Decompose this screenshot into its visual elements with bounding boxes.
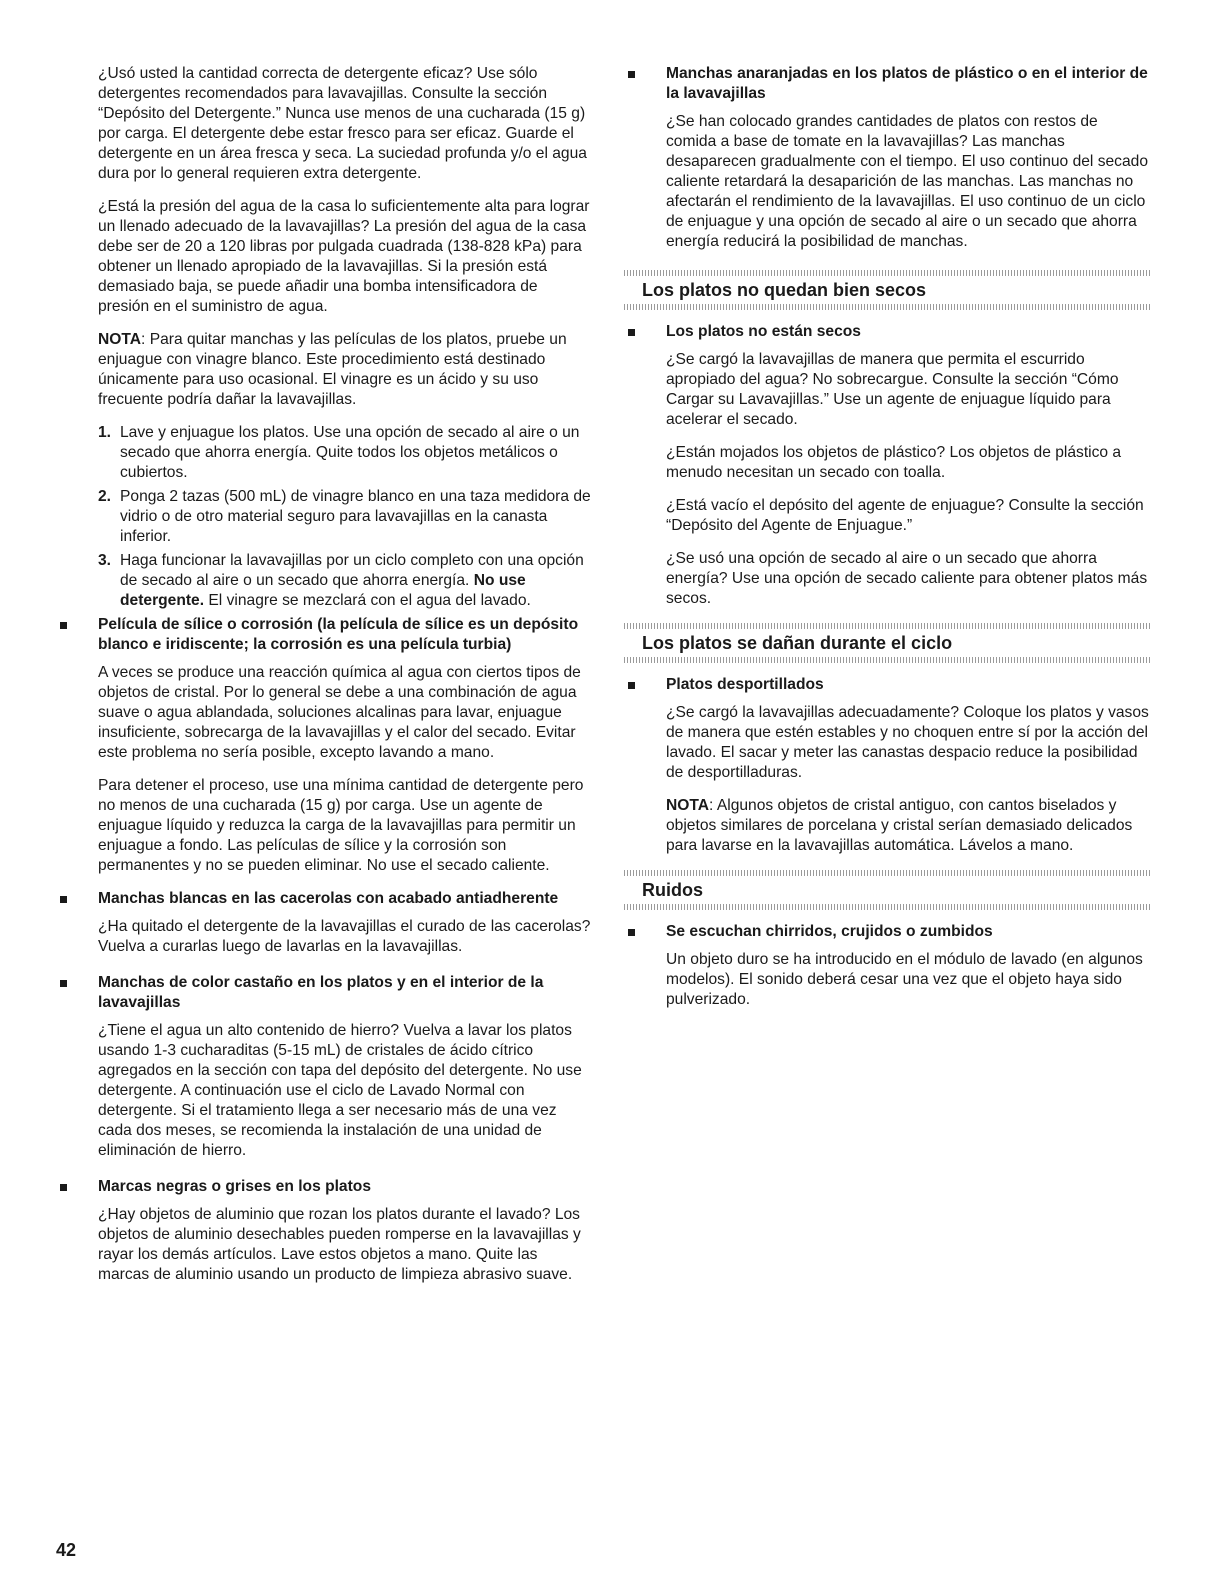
bullet-paragraph: ¿Están mojados los objetos de plástico? Los objetos de plástico a menudo necesitan un secado con toalla.	[666, 444, 1122, 481]
step-text-bold: No use detergente.	[120, 572, 526, 609]
step-text-part: Haga funcionar la lavavajillas por un ciclo completo con una opción de secado al aire o un secado que ahorra energía.	[120, 552, 584, 589]
note-text: : Algunos objetos de cristal antiguo, con cantos biselados y objetos similares de porcelana y cristal serían demasiado delicados para lavarse en la lavavajillas automática. Lávelos a mano.	[666, 797, 1133, 854]
step-number: 1.	[98, 424, 112, 441]
black-marks-bullet	[56, 1177, 592, 1197]
step-item	[98, 423, 592, 483]
not-dry-bullet	[624, 322, 1152, 342]
bullet-square-icon	[624, 675, 666, 695]
bullet-square-icon	[56, 889, 98, 909]
note-text: : Para quitar manchas y las películas de los platos, pruebe un enjuague con vinagre blanco. Este procedimiento está destinado únicamente para uso ocasional. El vinagre es un ácido y su uso frecuente podría dañar la lavavajillas.	[98, 331, 567, 408]
bullet-square-icon	[56, 615, 98, 635]
bullet-paragraph: ¿Se han colocado grandes cantidades de platos con restos de comida a base de tomate en la lavavajillas? Las manchas desaparecen gradualmente con el tiempo. El uso continuo del secado caliente retardará la desaparición de las manchas. Las manchas no afectarán el rendimiento de la lavavajillas. El uso continuo de un ciclo de enjuague y una opción de secado al aire o un secado que ahorra energía reducirá la posibilidad de manchas.	[666, 113, 1148, 250]
bullet-heading: Se escuchan chirridos, crujidos o zumbidos	[666, 923, 993, 940]
section-divider	[624, 304, 1152, 310]
bullet-heading: Película de sílice o corrosión (la película de sílice es un depósito blanco e iridiscente; la corrosión es una película turbia)	[98, 616, 579, 653]
step-text-part: El vinagre se mezclará con el agua del lavado.	[204, 592, 531, 609]
bullet-paragraph: Un objeto duro se ha introducido en el módulo de lavado (en algunos modelos). El sonido deberá cesar una vez que el objeto haya sido pulverizado.	[666, 951, 1143, 1008]
chipped-dishes-bullet	[624, 675, 1152, 695]
brown-stains-bullet	[56, 973, 592, 1013]
bullet-heading: Manchas de color castaño en los platos y en el interior de la lavavajillas	[98, 974, 544, 1011]
step-text: Lave y enjuague los platos. Use una opción de secado al aire o un secado que ahorra energía. Quite todos los objetos metálicos o cubiertos.	[120, 424, 580, 481]
step-number: 3.	[98, 552, 112, 569]
page-number: 42	[56, 1540, 77, 1560]
bullet-heading: Los platos no están secos	[666, 323, 861, 340]
bullet-square-icon	[56, 1177, 98, 1197]
bullet-paragraph: ¿Se cargó la lavavajillas adecuadamente? Coloque los platos y vasos de manera que estén estables y no choquen entre sí por la acción del lavado. El sacar y meter las canastas despacio reduce la posibilidad de desportilladuras.	[666, 704, 1149, 781]
white-spots-bullet	[56, 889, 592, 909]
vinegar-steps-list	[98, 423, 592, 611]
bullet-square-icon	[624, 322, 666, 342]
chipped-note	[624, 796, 1152, 856]
step-text	[120, 551, 592, 611]
bullet-heading: Platos desportillados	[666, 676, 824, 693]
bullet-heading: Manchas blancas en las cacerolas con acabado antiadherente	[98, 890, 559, 907]
silica-film-bullet	[56, 615, 592, 655]
bullet-paragraph: ¿Tiene el agua un alto contenido de hierro? Vuelva a lavar los platos usando 1-3 cucharaditas (5-15 mL) de cristales de ácido cítrico agregados en la sección con tapa del depósito del detergente. No use detergente. A continuación use el ciclo de Lavado Normal con detergente. Si el tratamiento llega a ser necesario más de una vez cada dos meses, se recomienda la instalación de una unidad de eliminación de hierro.	[98, 1022, 582, 1159]
left-column	[56, 64, 592, 1298]
section-heading-noises	[624, 870, 1152, 910]
section-title: Ruidos	[642, 880, 703, 900]
section-heading-not-dry	[624, 270, 1152, 310]
noises-bullet	[624, 922, 1152, 942]
orange-stains-bullet	[624, 64, 1152, 104]
water-pressure-paragraph: ¿Está la presión del agua de la casa lo suficientemente alta para lograr un llenado adecuado de la lavavajillas? La presión del agua de la casa debe ser de 20 a 120 libras por pulgada cuadrada (138-828 kPa) para obtener un llenado apropiado de la lavavajillas. Si la presión está demasiado baja, se puede añadir una bomba intensificadora de presión en el suministro de agua.	[98, 198, 590, 315]
vinegar-note	[56, 330, 592, 410]
bullet-paragraph: ¿Ha quitado el detergente de la lavavajillas el curado de las cacerolas? Vuelva a curarlas luego de lavarlas en la lavavajillas.	[98, 918, 591, 955]
section-divider	[624, 657, 1152, 663]
note-label: NOTA	[666, 797, 710, 814]
step-item	[98, 551, 592, 611]
section-title: Los platos no quedan bien secos	[642, 280, 927, 300]
section-title: Los platos se dañan durante el ciclo	[642, 633, 953, 653]
bullet-square-icon	[56, 973, 98, 993]
step-number: 2.	[98, 488, 112, 505]
bullet-paragraph: A veces se produce una reacción química al agua con ciertos tipos de objetos de cristal. Por lo general se debe a una combinación de agua suave o agua ablandada, soluciones alcalinas para lavar, enjuague insuficiente, sobrecarga de la lavavajillas y el calor del secado. Evitar este problema no sería posible, excepto lavando a mano.	[98, 664, 581, 761]
right-column	[624, 64, 1152, 1023]
bullet-heading: Manchas anaranjadas en los platos de plástico o en el interior de la lavavajillas	[666, 65, 1148, 102]
bullet-square-icon	[624, 64, 666, 84]
bullet-heading: Marcas negras o grises en los platos	[98, 1178, 371, 1195]
bullet-paragraph: ¿Se cargó la lavavajillas de manera que permita el escurrido apropiado del agua? No sobrecargue. Consulte la sección “Cómo Cargar su Lavavajillas.” Use un agente de enjuague líquido para acelerar el secado.	[666, 351, 1119, 428]
section-divider	[624, 904, 1152, 910]
step-item	[98, 487, 592, 547]
bullet-paragraph: ¿Se usó una opción de secado al aire o un secado que ahorra energía? Use una opción de secado caliente para obtener platos más secos.	[666, 550, 1148, 607]
note-label: NOTA	[98, 331, 142, 348]
bullet-paragraph: Para detener el proceso, use una mínima cantidad de detergente pero no menos de una cucharada (15 g) por carga. Use un agente de enjuague líquido y reduzca la carga de la lavavajillas para permitir un enjuague a fondo. Las películas de sílice y la corrosión son permanentes y no se pueden eliminar. No use el secado caliente.	[98, 777, 584, 874]
detergent-paragraph: ¿Usó usted la cantidad correcta de detergente eficaz? Use sólo detergentes recomendados para lavavajillas. Consulte la sección “Depósito del Detergente.” Nunca use menos de una cucharada (15 g) por carga. El detergente debe estar fresco para ser eficaz. Guarde el detergente en un área fresca y seca. La suciedad profunda y/o el agua dura por lo general requieren extra detergente.	[98, 65, 587, 182]
section-heading-damaged	[624, 623, 1152, 663]
bullet-paragraph: ¿Está vacío el depósito del agente de enjuague? Consulte la sección “Depósito del Agente de Enjuague.”	[666, 497, 1144, 534]
bullet-square-icon	[624, 922, 666, 942]
step-text: Ponga 2 tazas (500 mL) de vinagre blanco en una taza medidora de vidrio o de otro material seguro para lavavajillas en la canasta inferior.	[120, 488, 591, 545]
bullet-paragraph: ¿Hay objetos de aluminio que rozan los platos durante el lavado? Los objetos de aluminio desechables pueden romperse en la lavavajillas y rayar los demás artículos. Lave estos objetos a mano. Quite las marcas de aluminio usando un producto de limpieza abrasivo suave.	[98, 1206, 581, 1283]
